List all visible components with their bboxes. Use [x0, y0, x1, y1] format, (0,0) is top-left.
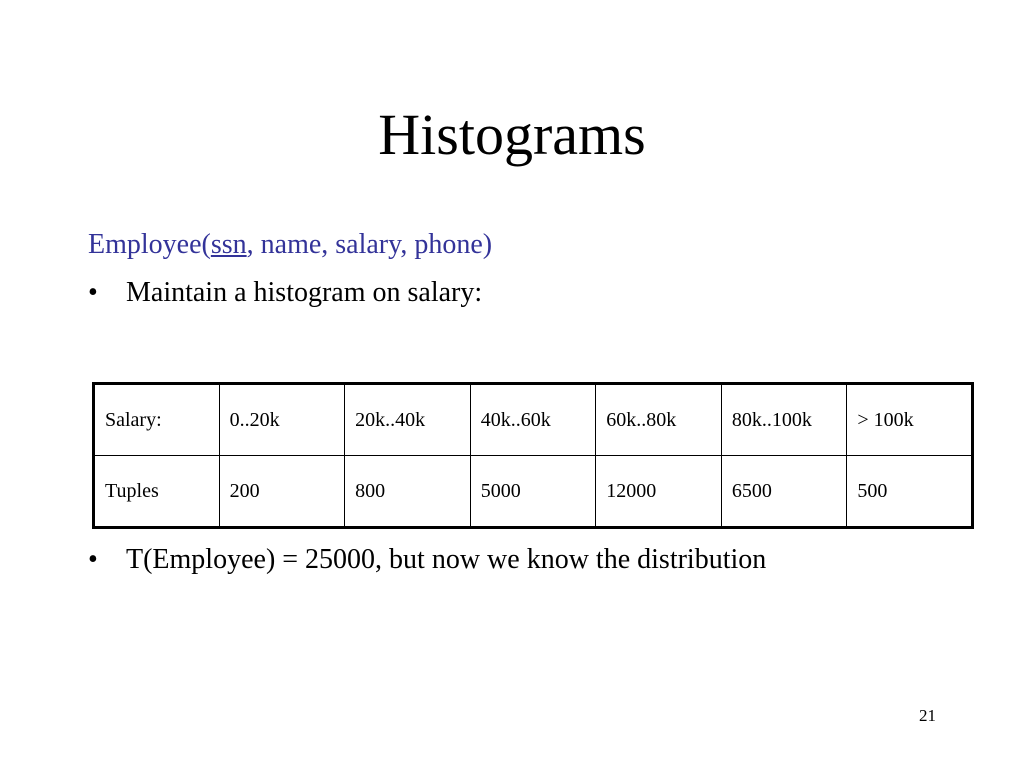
bullet-text: T(Employee) = 25000, but now we know the distribution — [126, 544, 767, 575]
bullet-icon: • — [88, 277, 98, 308]
slide-title: Histograms — [378, 102, 646, 167]
table-cell: 80k..100k — [721, 384, 847, 456]
schema-suffix: , name, salary, phone) — [246, 229, 493, 260]
table-cell: 6500 — [721, 456, 847, 528]
table-cell: 60k..80k — [596, 384, 722, 456]
table-cell: 0..20k — [219, 384, 345, 456]
histogram-table — [92, 382, 974, 529]
table-row-tuples — [94, 456, 973, 528]
schema-definition — [88, 226, 492, 264]
table-cell: Tuples — [94, 456, 220, 528]
schema-prefix: Employee( — [88, 229, 211, 260]
bullet-icon: • — [88, 544, 98, 575]
table-cell: 5000 — [470, 456, 596, 528]
table-cell: 500 — [847, 456, 973, 528]
table-cell: 12000 — [596, 456, 722, 528]
table-cell: > 100k — [847, 384, 973, 456]
table-row-salary — [94, 384, 973, 456]
page-number: 21 — [919, 706, 936, 725]
table-cell: 20k..40k — [345, 384, 471, 456]
table-cell: Salary: — [94, 384, 220, 456]
table-cell: 200 — [219, 456, 345, 528]
bullet-item — [88, 274, 482, 312]
schema-key-attribute: ssn — [210, 229, 247, 260]
bullet-text: Maintain a histogram on salary: — [126, 277, 483, 308]
bullet-item — [88, 541, 766, 579]
table-cell: 800 — [345, 456, 471, 528]
table-cell: 40k..60k — [470, 384, 596, 456]
